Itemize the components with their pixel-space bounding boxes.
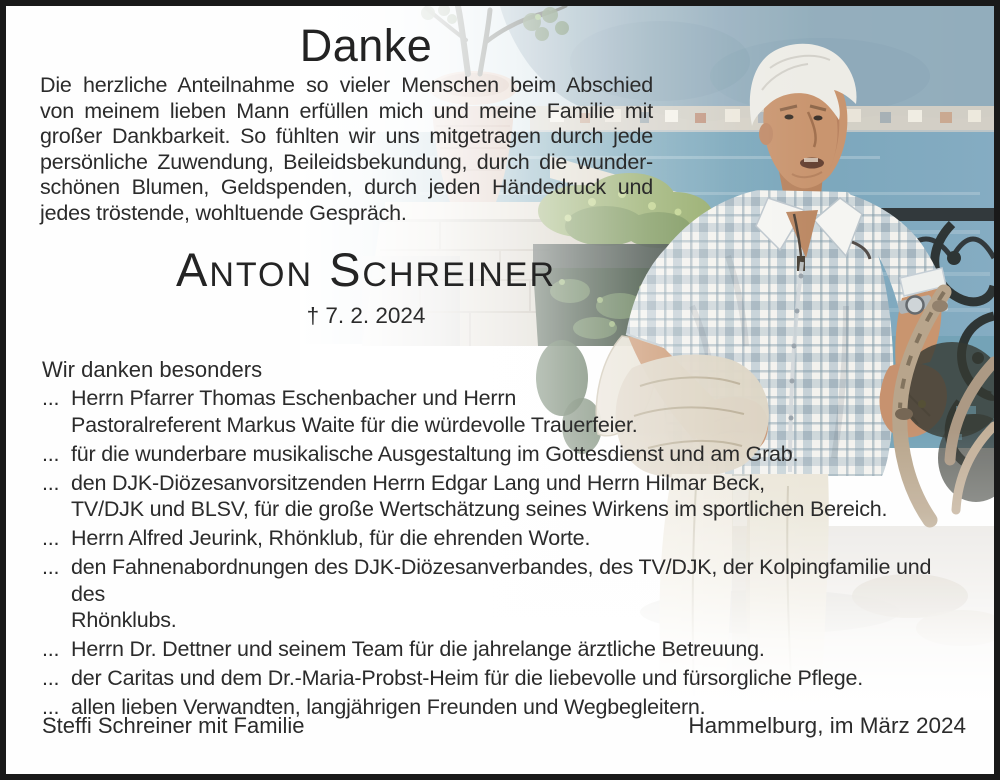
thanks-item (42, 665, 966, 692)
intro-line: jedes tröstende, wohltuende Gespräch. (40, 200, 407, 225)
signature: Steffi Schreiner mit Familie (42, 713, 305, 738)
item-ellipsis-marker: ... (42, 526, 60, 550)
item-ellipsis-marker: ... (42, 470, 60, 495)
item-ellipsis-marker: ... (42, 555, 60, 579)
thanks-list (42, 385, 966, 723)
thanks-item-text: Herrn Pfarrer Thomas Eschenbacher und Herrn Pastoralreferent Markus Waite für die würdevolle Trauerfeier. (71, 386, 638, 437)
death-date: † 7. 2. 2024 (306, 303, 426, 328)
intro-paragraph (40, 73, 653, 227)
intro-line: von meinem lieben Mann erfüllen mich und meine Familie mit (40, 98, 653, 123)
thanks-item (42, 385, 966, 438)
place-and-date: Hammelburg, im März 2024 (688, 713, 966, 738)
thanks-heading: Wir danken besonders (42, 357, 263, 382)
thanks-item-text: Herrn Alfred Jeurink, Rhönklub, für die ehrenden Worte. (71, 526, 591, 550)
last-name: SCHREINER (329, 243, 556, 296)
thanks-item (42, 554, 966, 634)
item-ellipsis-marker: ... (42, 386, 60, 410)
thanks-item (42, 441, 966, 468)
thanks-item-text: Herrn Dr. Dettner und seinem Team für die jahrelange ärztliche Betreuung. (71, 637, 765, 661)
deceased-name (6, 243, 726, 296)
page-title: Danke (299, 20, 433, 71)
item-ellipsis-marker: ... (42, 666, 60, 690)
thanks-item-text: allen lieben Verwandten, langjährigen Freunden und Wegbegleitern. (71, 695, 706, 719)
first-name: ANTON (175, 243, 314, 296)
item-ellipsis-marker: ... (42, 637, 60, 661)
thanks-item (42, 470, 966, 523)
item-ellipsis-marker: ... (42, 441, 60, 466)
thanks-item-text: für die wunderbare musikalische Ausgestaltung im Gottesdienst und am Grab. (71, 441, 799, 466)
thanks-item (42, 636, 966, 663)
item-ellipsis-marker: ... (42, 695, 60, 719)
thanks-item-text: den DJK-Diözesanvorsitzenden Herrn Edgar Lang und Herrn Hilmar Beck, TV/DJK und BLSV, für die große Wertschätzung seines Wirkens im sportlichen Bereich. (71, 470, 888, 521)
thanks-item (42, 525, 966, 552)
thanks-item-text: den Fahnenabordnungen des DJK-Diözesanverbandes, des TV/DJK, der Kolpingfamilie und des Rhönklubs. (71, 555, 932, 632)
thanks-item-text: der Caritas und dem Dr.-Maria-Probst-Heim für die liebevolle und fürsorgliche Pflege. (71, 666, 863, 690)
intro-line: Die herzliche Anteilnahme so vieler Menschen beim Abschied (40, 73, 653, 97)
intro-line: persönliche Zuwendung, Beileidsbekundung, durch die wunder- (40, 149, 653, 174)
intro-line: großer Dankbarkeit. So fühlten wir uns mitgetragen durch jede (40, 124, 653, 149)
intro-line: schönen Blumen, Geldspenden, durch jeden Händedruck und (40, 175, 653, 200)
